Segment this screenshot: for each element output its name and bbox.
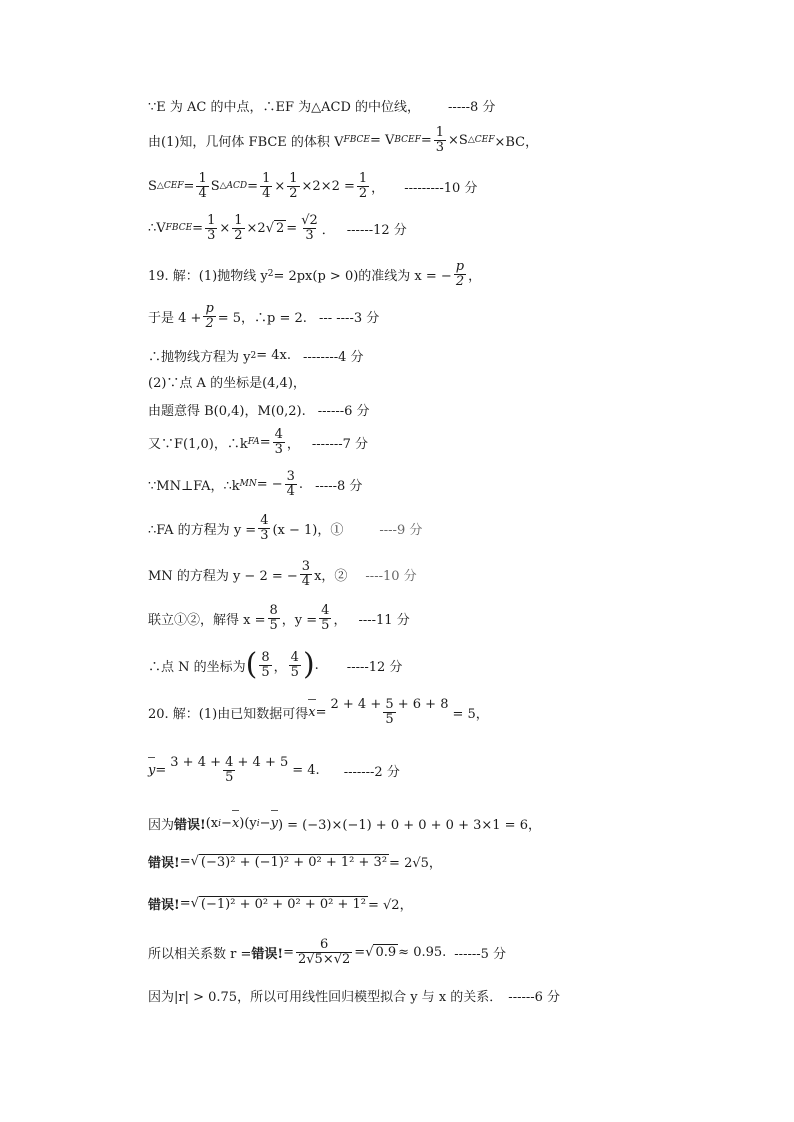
denominator: 5	[385, 711, 394, 727]
numerator: 1	[234, 213, 243, 228]
text: ，	[333, 612, 347, 628]
numerator: 4	[290, 649, 299, 665]
text: .	[314, 657, 319, 673]
denominator: 4	[262, 185, 271, 201]
text: =	[315, 704, 327, 720]
fraction	[273, 428, 285, 456]
line-4: ∴V FBCE = $\frac{1}{3}$ × $\frac{1}{2}$ ×2 √ 2 = $\frac{√2}{3}$ ． ------12 分	[148, 213, 407, 243]
text: 所以相关系数 r =	[148, 946, 252, 962]
subscript: FBCE	[343, 135, 370, 146]
text: = √2，	[368, 898, 413, 913]
subscript: i	[218, 818, 222, 829]
denominator: 3	[260, 527, 269, 543]
numerator: 3 + 4 + 4 + 4 + 5	[170, 755, 289, 770]
text: ≈ 0.95.	[398, 944, 447, 960]
denominator: 2	[358, 185, 368, 201]
text: (x	[205, 816, 219, 831]
line-1	[148, 96, 495, 115]
fraction	[258, 514, 270, 542]
subscript: FA	[247, 437, 260, 448]
text: ．	[321, 222, 335, 238]
text: ∴抛物线方程为 y	[148, 350, 251, 365]
text: =	[283, 944, 294, 960]
mean-x: x	[308, 704, 316, 720]
text: 联立①②，解得 x =	[148, 612, 266, 628]
right-bracket: )	[302, 647, 315, 682]
score: ----10 分	[365, 568, 417, 584]
denominator: 5	[290, 664, 299, 680]
text: = 2px(p > 0)的准线为 x = −	[273, 268, 452, 284]
text: =	[247, 178, 259, 194]
error-text: 错误!	[251, 946, 284, 962]
score: -----8 分	[448, 100, 496, 115]
score: ----9 分	[379, 522, 423, 538]
score: ----11 分	[358, 612, 410, 628]
text: =	[179, 854, 191, 869]
text: S	[210, 178, 220, 194]
fraction	[203, 302, 215, 330]
text: ∵MN⊥FA，∴k	[148, 478, 240, 494]
subscript: △ACD	[219, 181, 248, 192]
numerator: 3	[301, 559, 311, 574]
denominator: 4	[301, 573, 311, 589]
score: -----8 分	[315, 478, 363, 494]
line-10	[148, 428, 368, 456]
denominator: 3	[435, 139, 445, 155]
line-15	[148, 647, 403, 682]
fraction	[454, 260, 466, 288]
sqrt-content: 0.9	[375, 945, 397, 961]
text: =	[183, 178, 195, 194]
denominator: 5	[269, 617, 278, 633]
fraction	[328, 698, 450, 726]
text: ∴V	[148, 220, 166, 236]
score: ------6 分	[317, 404, 370, 419]
fraction	[268, 604, 280, 632]
text: ×	[274, 178, 286, 194]
text: ，	[371, 180, 385, 196]
fraction	[259, 651, 271, 679]
subscript: △CEF	[467, 135, 495, 146]
error-text: 错误!	[148, 856, 180, 871]
denominator: 2	[234, 227, 243, 243]
line-2	[148, 126, 538, 154]
denominator: 5	[261, 664, 270, 680]
numerator: 1	[262, 171, 271, 186]
denominator: 2	[205, 315, 214, 331]
mean-y: y	[270, 816, 278, 831]
text: 因为|r| > 0.75，所以可用线性回归模型拟合 y 与 x 的关系．	[148, 990, 503, 1005]
fraction	[299, 214, 320, 242]
numerator: p	[205, 301, 214, 316]
fraction	[205, 214, 217, 242]
text: ，	[273, 659, 287, 675]
text: ×BC，	[494, 134, 539, 150]
text: ×2	[246, 220, 266, 236]
fraction	[232, 214, 244, 242]
numerator: 1	[289, 171, 298, 186]
text: 19. 解：(1)抛物线 y	[148, 268, 268, 284]
text: = 5，	[452, 706, 489, 722]
text: =	[179, 896, 191, 911]
text: =	[155, 762, 167, 778]
superscript: 2	[267, 269, 274, 280]
text: 由题意得 B(0,4)，M(0,2).	[148, 404, 306, 419]
score: ------5 分	[454, 946, 507, 962]
text: 于是 4 +	[148, 310, 202, 326]
text: )(y	[239, 816, 257, 831]
line-8	[148, 372, 306, 391]
denominator: 3	[274, 441, 283, 457]
numerator: 2 + 4 + 5 + 6 + 8	[330, 697, 449, 712]
line-12	[148, 514, 422, 542]
fraction	[319, 604, 331, 632]
denominator: 2√5×√2	[298, 951, 351, 967]
subscript: MN	[239, 479, 257, 490]
error-text: 错误!	[174, 818, 206, 833]
text: 由(1)知，几何体 FBCE 的体积 V	[148, 134, 344, 150]
mean-y: y	[148, 762, 156, 778]
subscript: FBCE	[165, 223, 193, 234]
score: -----12 分	[346, 659, 403, 675]
line-21: 所以相关系数 r = 错误! = $\frac{6}{2√5\times√2}$ = √ 0.9 ≈ 0.95. ------5 分	[148, 937, 507, 967]
text: (x − 1)，①	[272, 522, 344, 538]
text: MN 的方程为 y − 2 = −	[148, 568, 298, 584]
mean-x: x	[231, 816, 240, 831]
fraction	[434, 126, 446, 154]
denominator: 4	[198, 185, 207, 201]
score: ---------10 分	[404, 180, 478, 196]
fraction	[168, 756, 290, 784]
text: 20. 解：(1)由已知数据可得	[148, 706, 309, 722]
denominator: 2	[455, 273, 465, 289]
fraction	[357, 172, 369, 200]
numerator: 1	[435, 125, 445, 140]
numerator: 1	[358, 171, 368, 186]
text: = 2√5，	[389, 856, 442, 871]
left-bracket: (	[245, 647, 258, 682]
denominator: 4	[286, 483, 295, 499]
numerator: 4	[321, 603, 330, 618]
numerator: 8	[269, 603, 278, 618]
line-7	[148, 346, 364, 365]
subscript: BCEF	[394, 135, 421, 146]
text: ×2×2 =	[301, 178, 355, 194]
text: ∴FA 的方程为 y =	[148, 522, 257, 538]
text: ) = (−3)×(−1) + 0 + 0 + 0 + 3×1 = 6，	[277, 818, 541, 833]
text: =	[420, 132, 432, 148]
score: ------6 分	[508, 990, 561, 1005]
denominator: 3	[207, 227, 216, 243]
numerator: √2	[301, 213, 318, 228]
line-20: 错误! = √ (−1)² + 0² + 0² + 0² + 1² = √2，	[148, 896, 413, 913]
numerator: 3	[286, 469, 295, 484]
text: (2)∵点 A 的坐标是(4,4)，	[148, 376, 306, 391]
text: 因为	[148, 818, 175, 833]
denominator: 3	[305, 227, 314, 243]
sqrt-content: (−1)² + 0² + 0² + 0² + 1²	[200, 896, 366, 912]
error-text: 错误!	[148, 898, 180, 913]
line-14	[148, 604, 410, 632]
line-13	[148, 560, 417, 588]
numerator: p	[455, 259, 465, 274]
fraction	[260, 172, 272, 200]
line-16	[148, 698, 489, 726]
fraction	[296, 938, 352, 966]
numerator: 1	[198, 171, 207, 186]
fraction	[289, 651, 301, 679]
text: ∵E 为 AC 的中点，∴EF 为△ACD 的中位线，	[148, 100, 421, 115]
line-18	[148, 814, 541, 833]
denominator: 2	[289, 185, 298, 201]
fraction	[300, 560, 312, 588]
denominator: 5	[225, 769, 234, 785]
line-11	[148, 470, 362, 498]
numerator: 6	[320, 937, 329, 952]
text: = 5，∴p = 2.	[217, 310, 307, 326]
score: --- ----3 分	[318, 310, 380, 326]
score: -------2 分	[343, 764, 400, 780]
text: ∴点 N 的坐标为	[148, 659, 246, 675]
denominator: 5	[321, 617, 330, 633]
numerator: 4	[260, 513, 269, 528]
sqrt-content: 2	[276, 221, 285, 237]
fraction	[287, 172, 299, 200]
text: S	[148, 178, 157, 194]
text: ×S	[448, 132, 468, 148]
line-22	[148, 986, 560, 1005]
line-17	[148, 756, 400, 784]
text: = V	[369, 132, 395, 148]
text: x，②	[314, 568, 348, 584]
text: =	[286, 220, 298, 236]
text: −	[221, 816, 232, 831]
text: ，	[468, 268, 482, 284]
fraction	[196, 172, 208, 200]
text: = 4x.	[256, 348, 291, 363]
text: =	[259, 434, 271, 450]
subscript: i	[256, 818, 260, 829]
numerator: 8	[261, 649, 270, 665]
text: = −	[256, 476, 283, 492]
numerator: 4	[274, 427, 283, 442]
text: ，	[286, 436, 300, 452]
text: ×	[219, 220, 231, 236]
numerator: 1	[207, 213, 216, 228]
line-5	[148, 260, 481, 288]
text: =	[354, 944, 366, 960]
text: −	[259, 816, 271, 831]
subscript: △CEF	[156, 181, 184, 192]
score: -------7 分	[311, 436, 369, 452]
line-19: 错误! = √ (−3)² + (−1)² + 0² + 1² + 3² = 2√5，	[148, 854, 442, 871]
score: ------12 分	[346, 222, 407, 238]
text: =	[192, 220, 204, 236]
line-6	[148, 302, 379, 330]
text: 又∵F(1,0)，∴k	[148, 436, 248, 452]
score: --------4 分	[302, 350, 364, 365]
text: ，y =	[281, 612, 318, 628]
line-3	[148, 172, 477, 200]
sqrt-content: (−3)² + (−1)² + 0² + 1² + 3²	[200, 854, 388, 870]
fraction	[285, 470, 297, 498]
line-9	[148, 400, 370, 419]
superscript: 2	[250, 350, 257, 361]
text: = 4.	[292, 762, 320, 778]
text: .	[298, 476, 304, 492]
